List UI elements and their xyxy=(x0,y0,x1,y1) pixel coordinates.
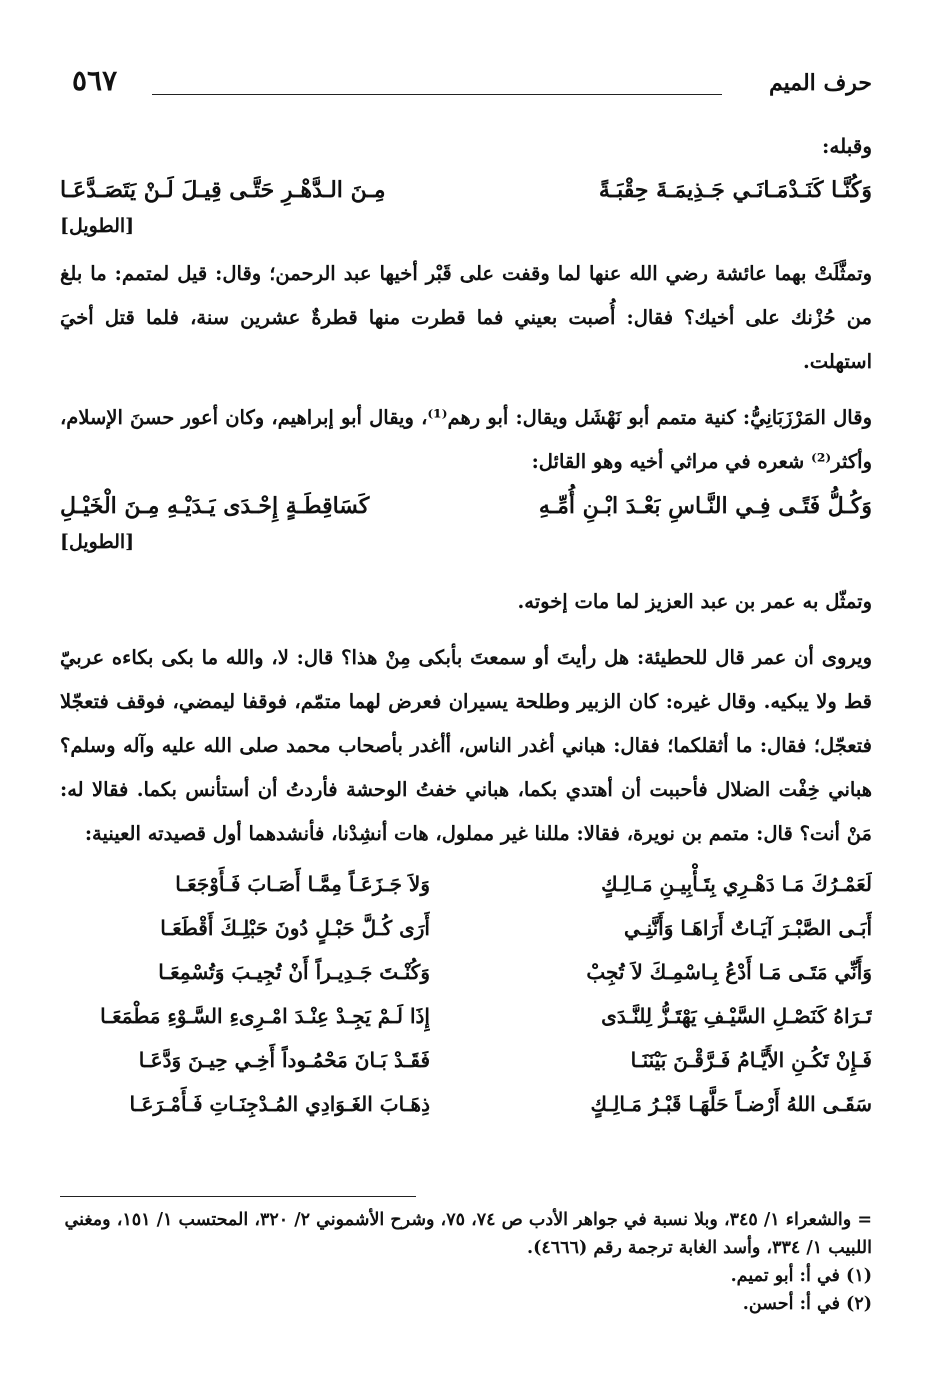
chapter-title: حرف الميم xyxy=(768,70,872,96)
poem-line: لَعَمْـرُكَ مَـا دَهْـرِي بِتَـأْبِيـنِ مَـالِـكٍ xyxy=(601,872,872,896)
footnotes xyxy=(60,1206,872,1318)
poem-line: فَقَـدْ بَـانَ مَحْمُـوداً أَخِـي حِيـنَ وَدَّعَـا xyxy=(138,1048,430,1072)
verse-1-second-hemistich: مِـنَ الـدَّهْـرِ حَتَّـى قِيـلَ لَـنْ يَتَصَـدَّعَـا xyxy=(60,177,386,203)
verse-2-first-hemistich: وَكُـلُّ فَتًـى فِـي النَّـاسِ بَعْـدَ ابْـنِ أُمِّـهِ xyxy=(538,493,872,519)
page-number: ٥٦٧ xyxy=(72,64,118,97)
poem-line: فَـإِنْ تَكُـنِ الأَيَّـامُ فَـرَّقْـنَ بَيْنَنَـا xyxy=(630,1048,872,1072)
poem-line: وَلاَ جَـزَعَـاً مِمَّـا أَصَـابَ فَـأَوْجَعَـا xyxy=(175,872,430,896)
poem-line: سَقَـى اللهُ أَرْضـاً حَلَّهَـا قَبْـرُ مَـالِـكٍ xyxy=(590,1092,872,1116)
footnote-1: (١) في أ: أبو تميم. xyxy=(730,1266,872,1286)
poem-second-hemistichs xyxy=(60,862,430,1126)
verse-2-meter: [الطويل] xyxy=(60,531,135,553)
footnote-continued: = والشعراء ١/ ٣٤٥، وبلا نسبة في جواهر الأدب ص ٧٤، ٧٥، وشرح الأشموني ٢/ ٣٢٠، المحتسب ١/ ١٥١، ومغني اللبيب ١/ ٣٣٤، وأسد الغابة ترجمة رقم (٤٦٦٦). xyxy=(64,1210,872,1258)
poem-line: تَـرَاهُ كَنَصْـلِ السَّيْـفِ يَهْتَـزُّ لِلنَّـدَى xyxy=(601,1004,872,1028)
verse-2 xyxy=(60,484,872,528)
poem-line: وَأَنِّي مَتَـى مَـا أَدْعُ بِـاسْمِـكَ لاَ تُجِبْ xyxy=(586,960,872,984)
poem-line: أَبَـى الصَّبْـرَ آيَـاتٌ أَرَاهَـا وَأَنَّنِـي xyxy=(624,916,872,940)
poem-line: وَكُنْـتَ جَـدِيـراً أَنْ تُجِيـبَ وَتُسْمِعَـا xyxy=(158,960,430,984)
paragraph-marzubani: وقال المَرْزَبَانِيُّ: كنية متمم أبو نَهْشَل ويقال: أبو رهم⁽¹⁾، ويقال أبو إبراهيم، وكان أعور حسنَ الإسلام، وأكثر⁽²⁾ شعره في مراثي أخيه وهو القائل: xyxy=(60,406,872,473)
paragraph-aisha: وتمثَّلَتْ بهما عائشة رضي الله عنها لما وقفت على قَبْر أخيها عبد الرحمن؛ وقال: قيل لمتمم: ما بلغ من حُزْنك على أخيك؟ فقال: أُصبت بعيني فما قطرت منها قطرةٌ عشرين سنة، فلما قتل أخيَ استهلت. xyxy=(60,262,872,373)
poem-ayniyya xyxy=(60,862,872,1126)
footnote-2: (٢) في أ: أحسن. xyxy=(742,1294,872,1314)
poem-line: ذِهَـابَ الغَـوَادِي المُـدْجِنَـاتِ فَـأَمْـرَعَـا xyxy=(129,1092,430,1116)
running-header xyxy=(60,64,872,106)
paragraph-umar: وتمثّل به عمر بن عبد العزيز لما مات إخوته. xyxy=(517,590,872,613)
paragraph-hutayah: ويروى أن عمر قال للحطيئة: هل رأيتَ أو سمعتَ بأبكى مِنْ هذا؟ قال: لا، والله ما بكى بكاءه عربيّ قط ولا يبكيه. وقال غيره: كان الزبير وطلحة يسيران فعرض لهما متمّم، فوقفا ليمضي، فوقف فتعجّلا فتعجّل؛ فقال: ما أثقلكما؛ فقال: هباني أغدر الناس، أأغدر بأصحاب محمد صلى الله عليه وآله وسلم؟ هباني خِفْت الضلال فأحببت أن أهتدي بكما، هباني خفتُ الوحشة فأردتُ أن أستأنس بكما. فقالا له: مَنْ أنت؟ قال: متمم بن نويرة، فقالا: مللنا غير مملول، هات أنشِدْنا، فأنشدهما أول قصيدته العينية: xyxy=(60,646,872,845)
footnote-rule xyxy=(60,1196,416,1197)
poem-line: أَرَى كُـلَّ حَبْـلٍ دُونَ حَبْلِـكَ أَقْطَعَـا xyxy=(160,916,430,940)
book-page xyxy=(60,64,872,1314)
header-rule xyxy=(152,94,722,95)
verse-1-first-hemistich: وَكُنَّـا كَنَـدْمَـانَـي جَـذِيمَـةَ حِقْبَـةً xyxy=(598,177,872,203)
poem-first-hemistichs xyxy=(502,862,872,1126)
intro-label: وقبله: xyxy=(822,134,872,158)
poem-line: إِذَا لَـمْ يَجِـدْ عِنْـدَ امْـرِىءِ السَّـوْءِ مَطْمَعَـا xyxy=(100,1004,430,1028)
verse-1 xyxy=(60,168,872,212)
verse-2-second-hemistich: كَسَاقِطَـةٍ إِحْـدَى يَـدَيْـهِ مِـنَ الْخَيْـلِ xyxy=(60,493,370,519)
verse-1-meter: [الطويل] xyxy=(60,215,135,237)
